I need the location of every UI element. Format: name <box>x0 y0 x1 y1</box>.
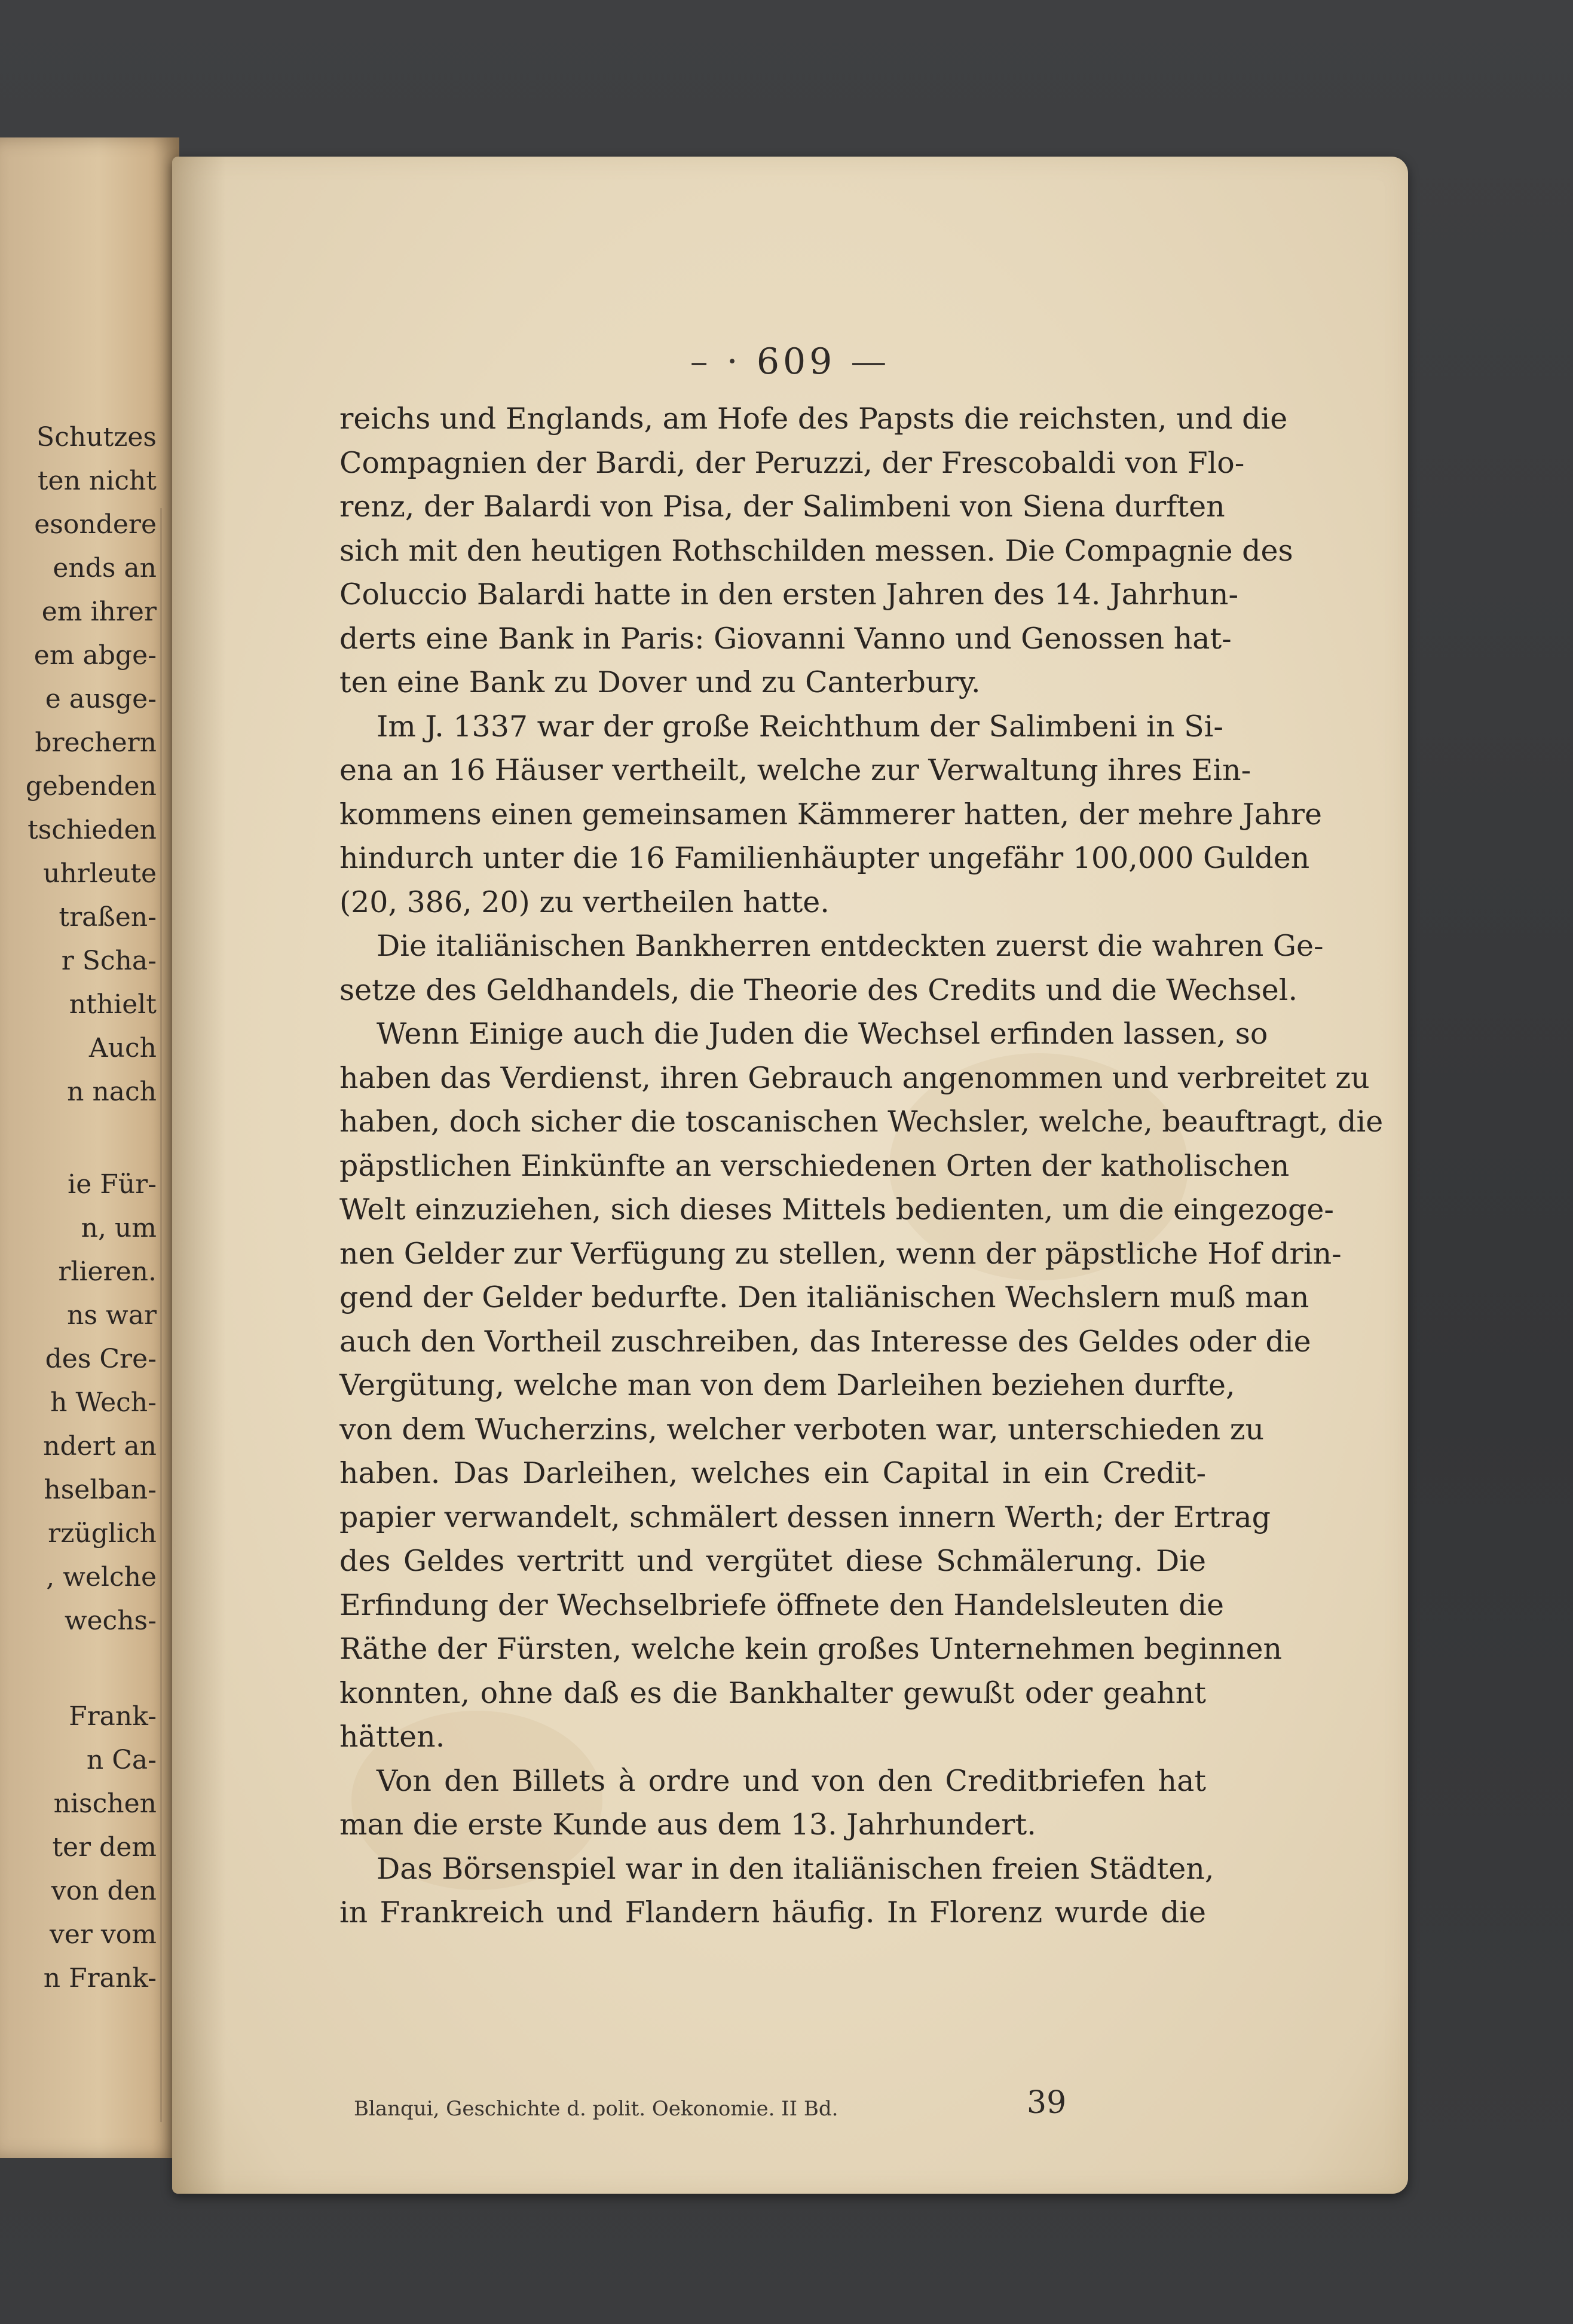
previous-page-line: nthielt <box>69 989 157 1020</box>
previous-page-line: Frank- <box>69 1701 157 1732</box>
text-line: hindurch unter die 16 Familienhäupter ungefähr 100,000 Gulden <box>339 841 1310 875</box>
header-dash-right: — <box>850 341 890 383</box>
previous-page-line: nischen <box>53 1788 157 1819</box>
previous-page-line: n, um <box>81 1213 157 1243</box>
previous-page-line: ver vom <box>50 1919 157 1950</box>
previous-page-line: brechern <box>35 727 157 758</box>
previous-page-line: ns war <box>67 1300 157 1331</box>
previous-page-line: traßen- <box>59 902 157 932</box>
previous-page-line: ends an <box>53 553 157 583</box>
signature-mark: 39 <box>1027 2085 1067 2121</box>
text-line: Von den Billets à ordre und von den Creditbriefen hat <box>377 1763 1206 1798</box>
text-line: derts eine Bank in Paris: Giovanni Vanno und Genossen hat- <box>339 621 1232 656</box>
text-line: ena an 16 Häuser vertheilt, welche zur Verwaltung ihres Ein- <box>339 753 1251 787</box>
text-line: reichs und Englands, am Hofe des Papsts die reichsten, und die <box>339 402 1288 436</box>
gutter-shadow <box>172 157 226 2194</box>
text-line: ten eine Bank zu Dover und zu Canterbury. <box>339 665 981 699</box>
text-line: Coluccio Balardi hatte in den ersten Jahren des 14. Jahrhun- <box>339 577 1239 611</box>
text-line: papier verwandelt, schmälert dessen innern Werth; der Ertrag <box>339 1500 1271 1534</box>
text-line: sich mit den heutigen Rothschilden messen. Die Compagnie des <box>339 533 1293 568</box>
previous-page-line: ie Für- <box>68 1169 157 1200</box>
previous-page-line: rzüglich <box>48 1518 157 1549</box>
previous-page-line: , welche <box>46 1562 157 1592</box>
previous-page-line: ten nicht <box>37 466 157 496</box>
previous-page-line: h Wech- <box>50 1387 157 1418</box>
previous-page-line: ter dem <box>52 1832 157 1863</box>
text-line: man die erste Kunde aus dem 13. Jahrhundert. <box>339 1808 1036 1842</box>
previous-page-line: esondere <box>34 509 157 540</box>
text-line: Räthe der Fürsten, welche kein großes Unternehmen beginnen <box>339 1632 1283 1666</box>
text-line: päpstlichen Einkünfte an verschiedenen Orten der katholischen <box>339 1148 1290 1183</box>
previous-page-line: em abge- <box>33 640 157 671</box>
previous-page-line: n Frank- <box>43 1963 157 1993</box>
previous-page-line: rlieren. <box>58 1256 157 1287</box>
previous-page-line: tschieden <box>27 815 157 845</box>
text-line: Im J. 1337 war der große Reichthum der Salimbeni in Si- <box>377 709 1223 744</box>
text-line: Erfindung der Wechselbriefe öffnete den Handelsleuten die <box>339 1588 1224 1622</box>
text-line: des Geldes vertritt und vergütet diese Schmälerung. Die <box>339 1544 1206 1578</box>
body-text <box>339 397 1384 1935</box>
previous-page-line: r Scha- <box>61 946 157 976</box>
text-line: Wenn Einige auch die Juden die Wechsel erfinden lassen, so <box>377 1017 1268 1051</box>
text-line: in Frankreich und Flandern häufig. In Florenz wurde die <box>339 1895 1206 1929</box>
page-number-header <box>172 341 1408 383</box>
header-dash-left: – · <box>690 341 742 383</box>
text-line: von dem Wucherzins, welcher verboten war, unterschieden zu <box>339 1412 1265 1447</box>
text-line: Das Börsenspiel war in den italiänischen freien Städten, <box>377 1851 1214 1886</box>
previous-page-line: n Ca- <box>86 1745 157 1775</box>
text-line: haben das Verdienst, ihren Gebrauch angenommen und verbreitet zu <box>339 1060 1370 1095</box>
previous-page-line: em ihrer <box>41 597 157 627</box>
text-line: (20, 386, 20) zu vertheilen hatte. <box>339 885 830 919</box>
text-line: haben, doch sicher die toscanischen Wechsler, welche, beauftragt, die <box>339 1105 1384 1139</box>
text-line: haben. Das Darleihen, welches ein Capital in ein Credit- <box>339 1456 1206 1490</box>
text-line: hätten. <box>339 1720 445 1754</box>
previous-page-line: e ausge- <box>45 684 157 714</box>
previous-page-line: gebenden <box>25 771 157 802</box>
previous-page-line: Schutzes <box>36 422 157 452</box>
text-line: gend der Gelder bedurfte. Den italiänischen Wechslern muß man <box>339 1280 1309 1314</box>
previous-page-line: Auch <box>88 1033 157 1063</box>
previous-page-line: hselban- <box>44 1475 157 1505</box>
previous-page-line: n nach <box>67 1077 157 1107</box>
book-page <box>172 157 1408 2194</box>
text-line: setze des Geldhandels, die Theorie des Credits und die Wechsel. <box>339 973 1298 1007</box>
text-line: Welt einzuziehen, sich dieses Mittels bedienten, um die eingezoge- <box>339 1192 1334 1227</box>
text-line: auch den Vortheil zuschreiben, das Interesse des Geldes oder die <box>339 1324 1311 1359</box>
previous-page-line: uhrleute <box>43 858 157 889</box>
text-line: Compagnien der Bardi, der Peruzzi, der Frescobaldi von Flo- <box>339 445 1245 480</box>
text-line: Vergütung, welche man von dem Darleihen beziehen durfte, <box>339 1368 1235 1402</box>
page-number: 609 <box>756 341 836 383</box>
text-line: konnten, ohne daß es die Bankhalter gewußt oder geahnt <box>339 1675 1206 1710</box>
text-line: kommens einen gemeinsamen Kämmerer hatten, der mehre Jahre <box>339 797 1323 831</box>
previous-page-line: wechs- <box>64 1606 157 1636</box>
text-line: Die italiänischen Bankherren entdeckten zuerst die wahren Ge- <box>377 929 1324 963</box>
previous-page-line: des Cre- <box>45 1344 157 1374</box>
text-line: nen Gelder zur Verfügung zu stellen, wenn der päpstliche Hof drin- <box>339 1236 1342 1271</box>
previous-page-line: ndert an <box>43 1431 157 1461</box>
text-line: renz, der Balardi von Pisa, der Salimbeni von Siena durften <box>339 490 1225 524</box>
previous-page-line: von den <box>51 1876 157 1906</box>
left-page-margin-rule <box>160 508 162 2122</box>
running-footer: Blanqui, Geschichte d. polit. Oekonomie. II Bd. <box>354 2097 838 2121</box>
